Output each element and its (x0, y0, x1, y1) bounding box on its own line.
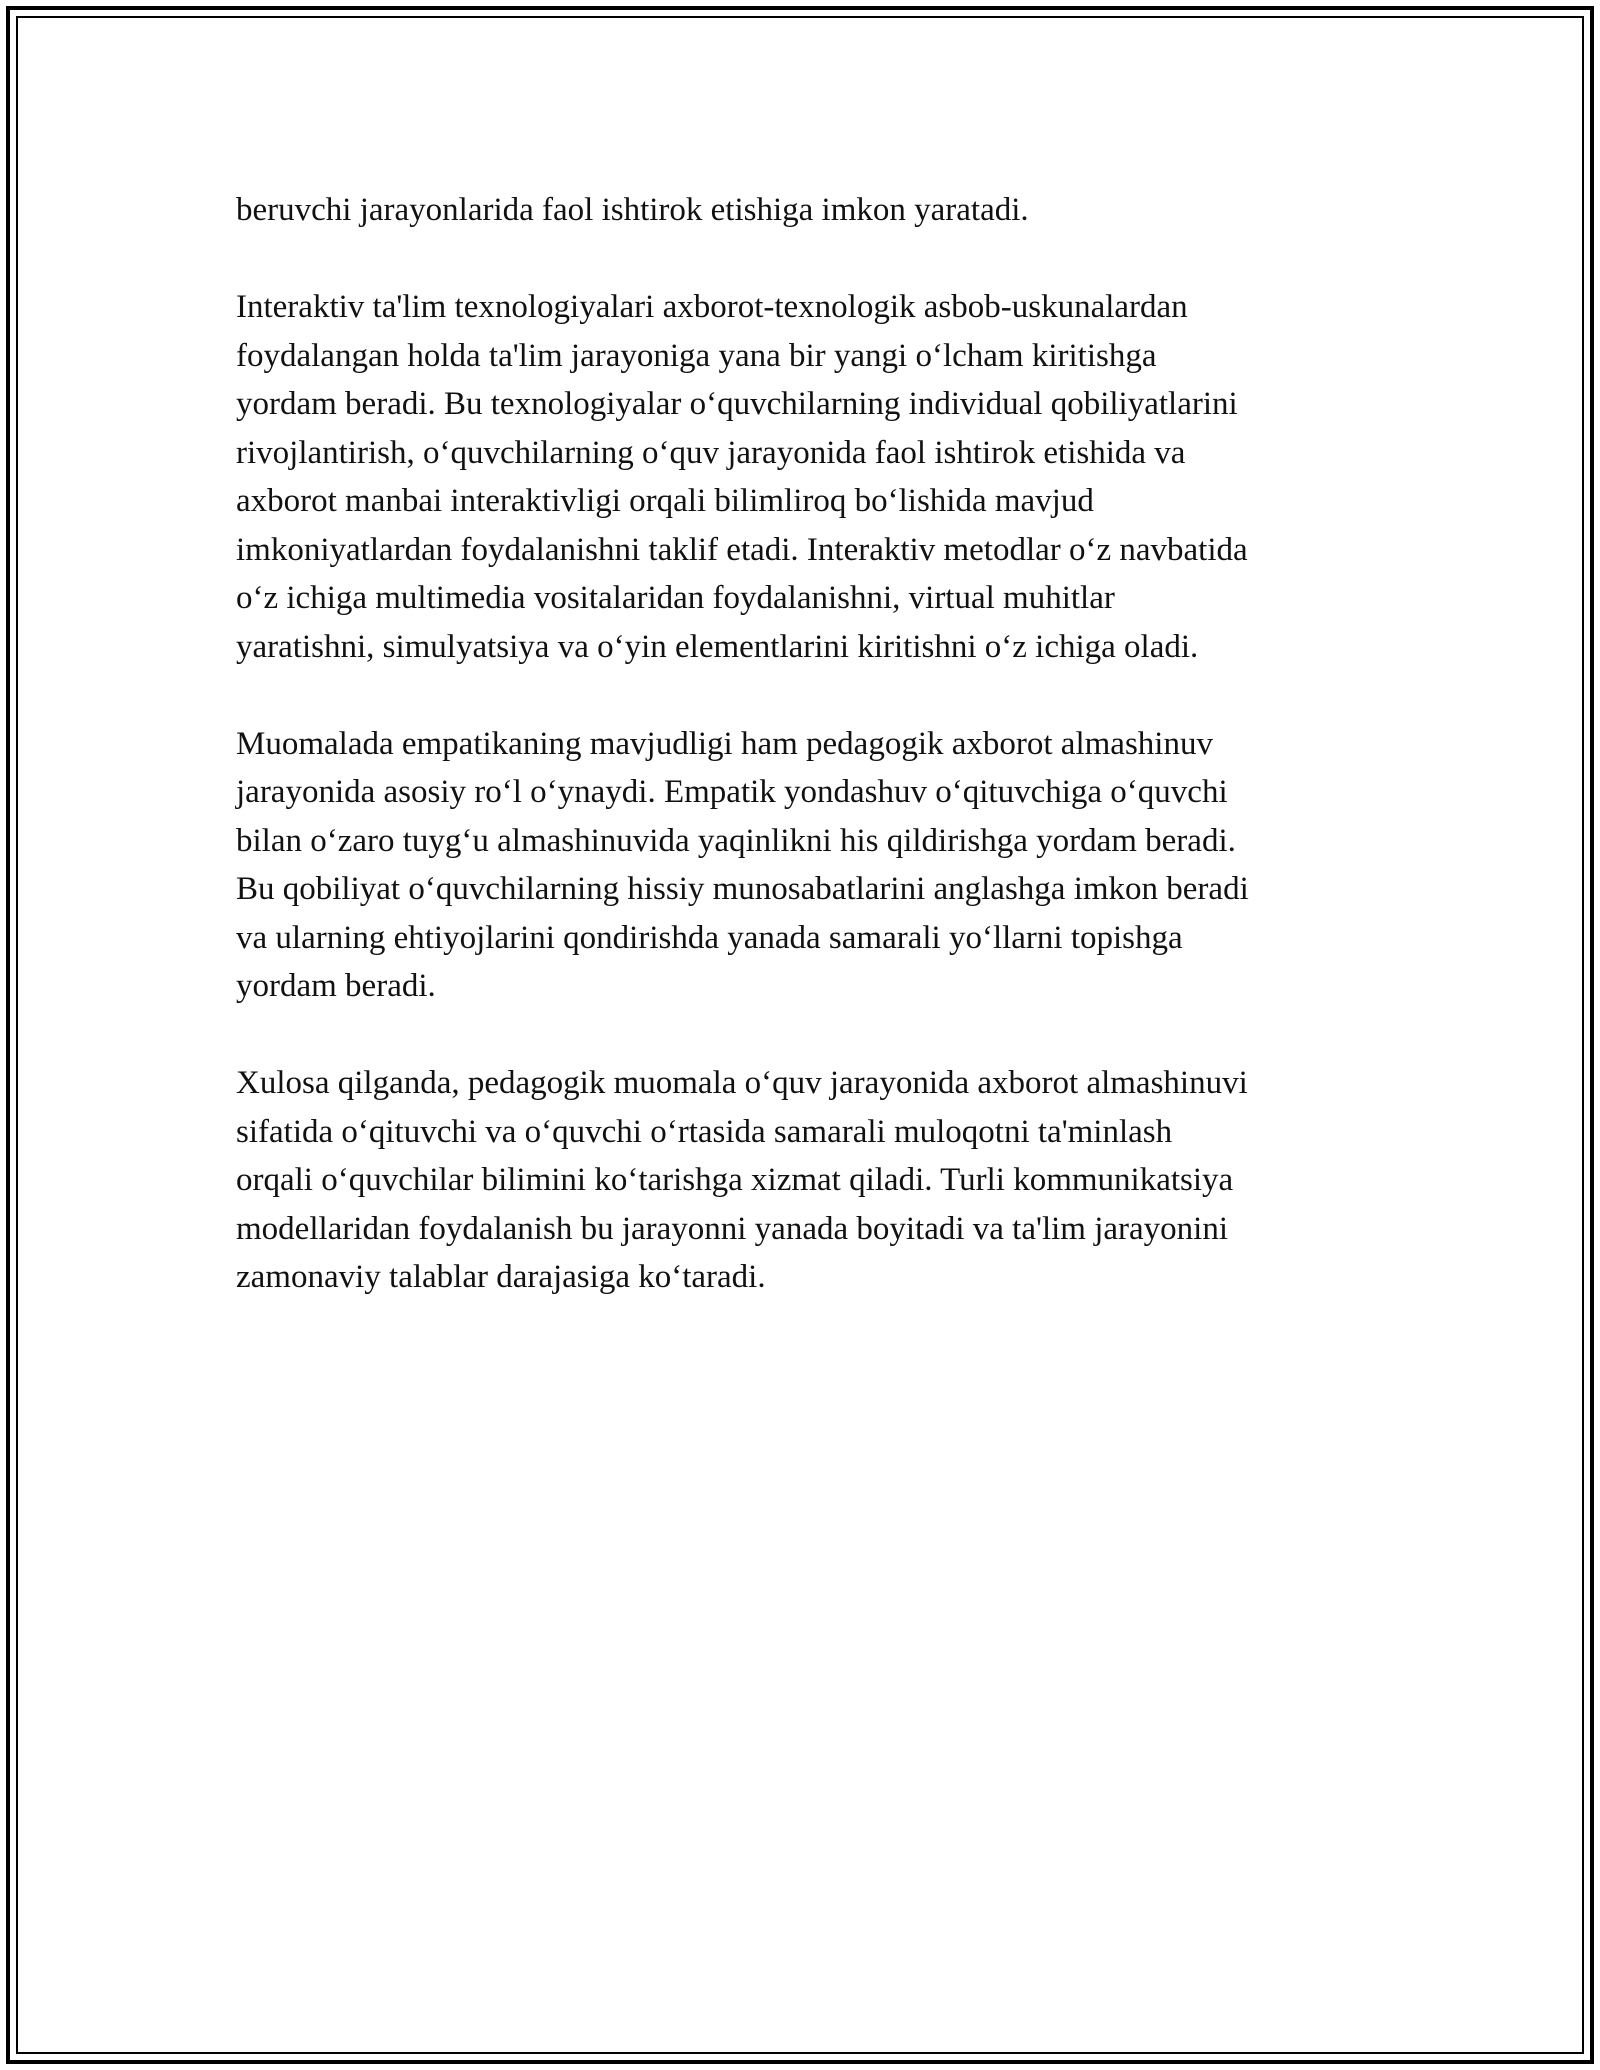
text-line: foydalangan holda ta'lim jarayoniga yana bir yangi o‘lcham kiritishga (236, 337, 1157, 374)
document-body (236, 186, 1376, 1350)
text-line: rivojlantirish, o‘quvchilarning o‘quv jarayonida faol ishtirok etishida va (236, 434, 1186, 471)
paragraph-2 (236, 283, 1376, 671)
text-line: sifatida o‘qituvchi va o‘quvchi o‘rtasida samarali muloqotni ta'minlash (236, 1113, 1173, 1150)
paragraph-3 (236, 720, 1376, 1011)
text-line: va ularning ehtiyojlarini qondirishda yanada samarali yo‘llarni topishga (236, 919, 1183, 956)
text-line: yordam beradi. Bu texnologiyalar o‘quvchilarning individual qobiliyatlarini (236, 386, 1238, 422)
paragraph-4 (236, 1059, 1376, 1302)
paragraph-1 (236, 186, 1376, 235)
text-line: axborot manbai interaktivligi orqali bilimliroq bo‘lishida mavjud (236, 483, 1094, 519)
text-line: Bu qobiliyat o‘quvchilarning hissiy munosabatlarini anglashga imkon beradi (236, 871, 1249, 907)
text-line: o‘z ichiga multimedia vositalaridan foydalanishni, virtual muhitlar (236, 580, 1115, 616)
text-line: yordam beradi. (236, 968, 436, 1004)
text-line: bilan o‘zaro tuyg‘u almashinuvida yaqinlikni his qildirishga yordam beradi. (236, 822, 1236, 859)
text-line: orqali o‘quvchilar bilimini ko‘tarishga xizmat qiladi. Turli kommunikatsiya (236, 1162, 1234, 1198)
text-line: Xulosa qilganda, pedagogik muomala o‘quv jarayonida axborot almashinuvi (236, 1065, 1248, 1101)
text-line: beruvchi jarayonlarida faol ishtirok etishiga imkon yaratadi. (236, 192, 1029, 228)
text-line: imkoniyatlardan foydalanishni taklif etadi. Interaktiv metodlar o‘z navbatida (236, 531, 1248, 568)
text-line: jarayonida asosiy ro‘l o‘ynaydi. Empatik yondashuv o‘qituvchiga o‘quvchi (236, 774, 1228, 810)
text-line: Interaktiv ta'lim texnologiyalari axborot-texnologik asbob-uskunalardan (236, 289, 1188, 325)
text-line: modellaridan foydalanish bu jarayonni yanada boyitadi va ta'lim jarayonini (236, 1210, 1228, 1247)
text-line: yaratishni, simulyatsiya va o‘yin elementlarini kiritishni o‘z ichiga oladi. (236, 628, 1199, 665)
text-line: Muomalada empatikaning mavjudligi ham pedagogik axborot almashinuv (236, 725, 1213, 762)
text-line: zamonaviy talablar darajasiga ko‘taradi. (236, 1259, 766, 1295)
